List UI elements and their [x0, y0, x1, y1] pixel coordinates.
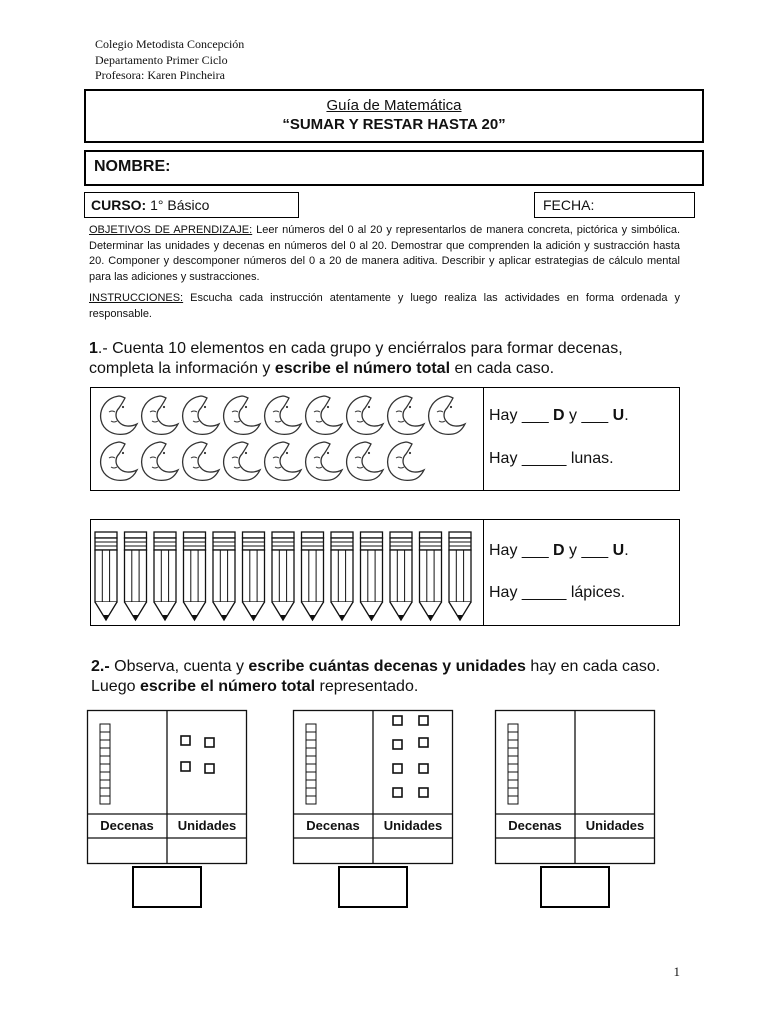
moon-icon: [388, 396, 424, 434]
pencils-d-label: D: [553, 542, 565, 559]
moon-icon: [101, 442, 137, 480]
place-value-chart: [495, 710, 655, 864]
course-value: 1° Básico: [146, 197, 210, 213]
total-number-box[interactable]: [132, 866, 202, 908]
unidades-answer-cell[interactable]: [373, 838, 453, 864]
pencils-line1-c: .: [624, 542, 629, 559]
moon-icon: [142, 396, 178, 434]
moons-line1-a: Hay ___: [489, 407, 554, 424]
moons-line1-b: y ___: [564, 407, 613, 424]
pencils-exercise: [90, 519, 680, 626]
moon-icon: [265, 396, 301, 434]
unit-cube-icon: [393, 716, 402, 725]
pencil-icon: [272, 532, 294, 621]
question-1-prompt: [89, 339, 689, 379]
unit-cube-icon: [419, 764, 428, 773]
pencils-u-label: U: [612, 542, 625, 559]
unit-cube-icon: [181, 762, 190, 771]
worksheet-subtitle: Guía de Matemática: [326, 97, 462, 114]
total-number-box[interactable]: [540, 866, 610, 908]
moons-d-label: D: [553, 407, 565, 424]
moons-u-label: U: [612, 407, 625, 424]
decenas-answer-cell[interactable]: [495, 838, 575, 864]
decenas-answer-cell[interactable]: [87, 838, 167, 864]
unit-cube-icon: [393, 740, 402, 749]
moon-icon: [429, 396, 465, 434]
objectives-paragraph: [89, 223, 680, 285]
teacher-name: Profesora: Karen Pincheira: [95, 68, 225, 82]
department-name: Departamento Primer Ciclo: [95, 52, 228, 67]
question-1-number: 1: [89, 340, 98, 357]
place-value-chart: [293, 710, 453, 864]
pencils-total: Hay _____ lápices.: [489, 584, 626, 601]
pencil-icon: [449, 532, 471, 621]
worksheet-title: “SUMAR Y RESTAR HASTA 20”: [282, 116, 506, 133]
name-label: NOMBRE:: [94, 158, 171, 175]
moons-illustration: [95, 392, 479, 488]
moon-icon: [388, 442, 424, 480]
pencil-icon: [154, 532, 176, 621]
unidades-label: Unidades: [177, 818, 237, 833]
moons-exercise: [90, 387, 680, 491]
pencils-illustration: [91, 520, 483, 625]
unidades-answer-cell[interactable]: [167, 838, 247, 864]
moon-icon: [306, 442, 342, 480]
objectives-text: Leer números del 0 al 20 y representarlos de manera concreta, pictórica y simbólica. Determinar las unidades y decenas en números del 0 al 20. Demostrar que comprenden la adición y sustracción hasta 20. Componer y descomponer números del 0 a 20 de manera aditiva. Describir y aplicar estrategias de cálculo mental para las adiciones y sustracciones.: [89, 224, 680, 283]
question-2-prompt: [91, 657, 691, 697]
moon-icon: [101, 396, 137, 434]
date-field[interactable]: [534, 192, 695, 218]
pencil-icon: [213, 532, 235, 621]
question-1-bold: escribe el número total: [274, 360, 451, 377]
ten-rod-icon: [508, 724, 518, 804]
moon-icon: [347, 396, 383, 434]
moon-icon: [306, 396, 342, 434]
pencil-icon: [184, 532, 206, 621]
pencil-icon: [331, 532, 353, 621]
course-label: CURSO:: [91, 197, 147, 213]
ten-rod-icon: [306, 724, 316, 804]
moon-icon: [142, 442, 178, 480]
school-name: Colegio Metodista Concepción: [95, 37, 245, 51]
unit-cube-icon: [419, 788, 428, 797]
unit-cube-icon: [181, 736, 190, 745]
question-2-text-b: hay en cada caso. Luego: [91, 658, 661, 695]
moons-line1-c: .: [624, 407, 629, 424]
course-field: [84, 192, 299, 218]
unidades-answer-cell[interactable]: [575, 838, 655, 864]
question-2-bold-a: escribe cuántas decenas y unidades: [248, 658, 526, 675]
decenas-label: Decenas: [100, 818, 154, 833]
question-2-text-a: Observa, cuenta y: [109, 658, 249, 675]
pencils-line1-a: Hay ___: [489, 542, 554, 559]
decenas-answer-cell[interactable]: [293, 838, 373, 864]
unit-cube-icon: [393, 764, 402, 773]
unit-cube-icon: [419, 716, 428, 725]
moons-tens-units: [489, 407, 629, 425]
moon-icon: [265, 442, 301, 480]
pencil-icon: [420, 532, 442, 621]
pencil-icon: [361, 532, 383, 621]
date-label: FECHA:: [543, 197, 595, 213]
question-2-text-c: representado.: [315, 678, 419, 695]
pencil-icon: [125, 532, 147, 621]
moons-total: Hay _____ lunas.: [489, 450, 614, 467]
ten-rod-icon: [100, 724, 110, 804]
question-1-text-a: .- Cuenta 10 elementos en cada grupo y enciérralos para formar decenas, completa la información y: [89, 340, 623, 377]
moon-icon: [183, 396, 219, 434]
unit-cube-icon: [393, 788, 402, 797]
unit-cube-icon: [205, 738, 214, 747]
question-2-number: 2.-: [91, 658, 110, 675]
school-header: [95, 37, 244, 84]
pencils-line1-b: y ___: [564, 542, 613, 559]
total-number-box[interactable]: [338, 866, 408, 908]
pencil-icon: [302, 532, 324, 621]
moon-icon: [347, 442, 383, 480]
instructions-paragraph: [89, 291, 680, 322]
pencil-icon: [243, 532, 265, 621]
pencil-icon: [390, 532, 412, 621]
question-2-bold-b: escribe el número total: [139, 678, 316, 695]
moon-icon: [224, 396, 260, 434]
unit-cube-icon: [205, 764, 214, 773]
unidades-label: Unidades: [585, 818, 645, 833]
instructions-label: INSTRUCCIONES:: [89, 292, 184, 304]
page-number: 1: [673, 964, 680, 979]
pencil-icon: [95, 532, 117, 621]
instructions-text: Escucha cada instrucción atentamente y luego realiza las actividades en forma ordenada y responsable.: [89, 292, 680, 320]
moon-icon: [183, 442, 219, 480]
objectives-label: OBJETIVOS DE APRENDIZAJE:: [89, 224, 253, 236]
decenas-label: Decenas: [508, 818, 562, 833]
title-box: [84, 89, 704, 143]
pencils-tens-units: [489, 542, 629, 560]
question-1-text-b: en cada caso.: [450, 360, 555, 377]
decenas-label: Decenas: [306, 818, 360, 833]
name-field[interactable]: [84, 150, 704, 186]
unit-cube-icon: [419, 738, 428, 747]
place-value-chart: [87, 710, 247, 864]
unidades-label: Unidades: [383, 818, 443, 833]
moon-icon: [224, 442, 260, 480]
